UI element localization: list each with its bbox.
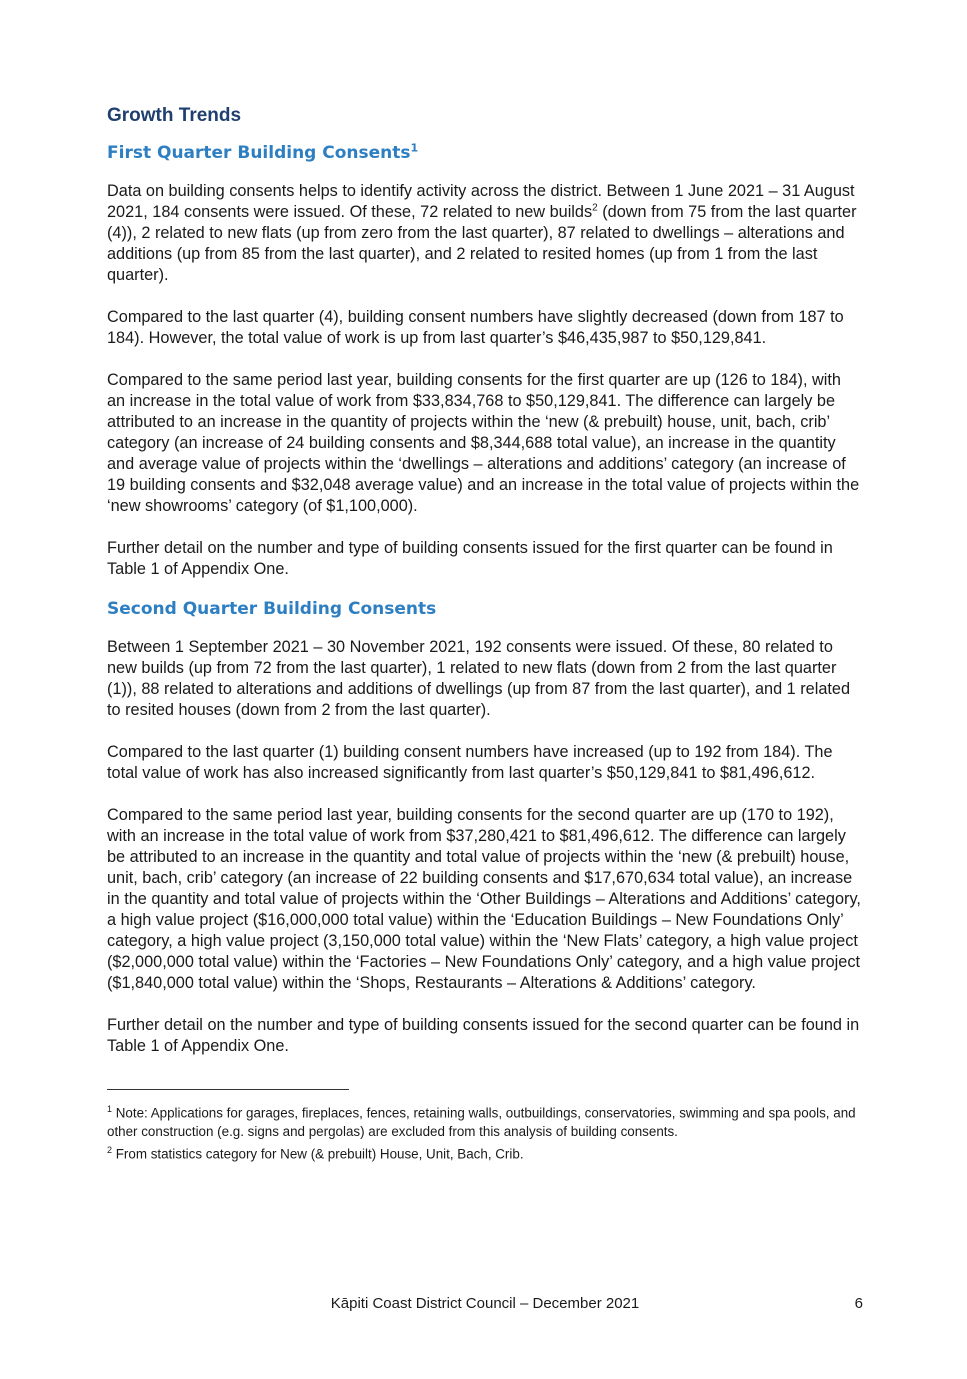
q2-paragraph-3: Compared to the same period last year, building consents for the second quarter are up (170 to 192), with an increase in the total value of work from $37,280,421 to $81,496,612. The difference can largely be attributed to an increase in the quantity and total value of projects within the ‘new (& prebuilt) house, unit, bach, crib’ category (an increase of 22 building consents and $17,670,634 total value), an increase in the quantity and total value of projects within the ‘Other Buildings – Alterations and Additions’ category, a high value project ($16,000,000 total value) within the ‘Education Buildings – New Foundations Only’ category, a high value project (3,150,000 total value) within the ‘New Flats’ category, a high value project ($2,000,000 total value) within the ‘Factories – New Foundations Only’ category, and a high value project ($1,840,000 total value) within the ‘Shops, Restaurants – Alterations & Additions’ category.: [107, 806, 861, 992]
footnote-1-marker: 1: [107, 1104, 113, 1114]
footnote-2-marker: 2: [107, 1145, 113, 1156]
q1-p1-text-b: (down from 75 from the last quarter (4)), 2 related to new flats (up from zero from the last quarter), 87 related to dwellings – alterations and additions (up from 85 from the last quarter), and 2 related to resited homes (up from 1 from the last quarter).: [107, 203, 857, 284]
page-number: 6: [854, 1295, 863, 1312]
q1-paragraph-4: Further detail on the number and type of building consents issued for the first quarter can be found in Table 1 of Appendix One.: [107, 539, 833, 578]
footnote-divider: [107, 1089, 349, 1090]
section-title: Growth Trends: [107, 105, 242, 126]
q2-heading: Second Quarter Building Consents: [107, 599, 437, 619]
footnote-2-text: From statistics category for New (& prebuilt) House, Unit, Bach, Crib.: [112, 1146, 524, 1162]
footnote-2: [107, 1141, 863, 1163]
page-footer: [107, 1295, 863, 1315]
q2-paragraph-1: Between 1 September 2021 – 30 November 2021, 192 consents were issued. Of these, 80 related to new builds (up from 72 from the last quarter), 1 related to new flats (down from 2 from the last quarter (1)), 88 related to alterations and additions of dwellings (up from 87 from the last quarter), and 1 related to resited houses (down from 2 from the last quarter).: [107, 638, 851, 719]
q2-paragraph-4: Further detail on the number and type of building consents issued for the second quarter can be found in Table 1 of Appendix One.: [107, 1016, 860, 1055]
page-content: [107, 104, 863, 1164]
q1-heading-footnote-ref: 1: [410, 141, 419, 155]
footnote-1-text: Note: Applications for garages, fireplaces, fences, retaining walls, outbuildings, conservatories, swimming and spa pools, and other construction (e.g. signs and pergolas) are excluded from this analysis of building consents.: [107, 1105, 856, 1140]
q1-p1-text-a: Data on building consents helps to identify activity across the district. Between 1 June 2021 – 31 August 2021, 184 consents were issued. Of these, 72 related to new builds: [107, 182, 855, 221]
q1-paragraph-1: [107, 181, 863, 286]
q1-p1-footnote-ref: 2: [592, 202, 598, 214]
q1-paragraph-3: Compared to the same period last year, building consents for the first quarter are up (126 to 184), with an increase in the total value of work from $33,834,768 to $50,129,841. The difference can largely be attributed to an increase in the quantity of projects within the ‘new (& prebuilt) house, unit, bach, crib’ category (an increase of 24 building consents and $8,344,688 total value), an increase in the quantity and average value of projects within the ‘dwellings – alterations and additions’ category (an increase of 19 building consents and $32,048 average value) and an increase in the total value of projects within the ‘new showrooms’ category (of $1,100,000).: [107, 371, 860, 515]
footer-text: Kāpiti Coast District Council – December 2021: [330, 1295, 640, 1312]
q2-paragraph-2: Compared to the last quarter (1) building consent numbers have increased (up to 192 from 184). The total value of work has also increased significantly from last quarter’s $50,129,841 to $81,496,612.: [107, 743, 833, 782]
q1-paragraph-2: Compared to the last quarter (4), building consent numbers have slightly decreased (down from 187 to 184). However, the total value of work is up from last quarter’s $46,435,987 to $50,129,841.: [107, 308, 844, 347]
q1-heading-text: First Quarter Building Consents: [107, 143, 411, 163]
q1-heading: [107, 141, 863, 165]
footnote-1: [107, 1100, 863, 1141]
